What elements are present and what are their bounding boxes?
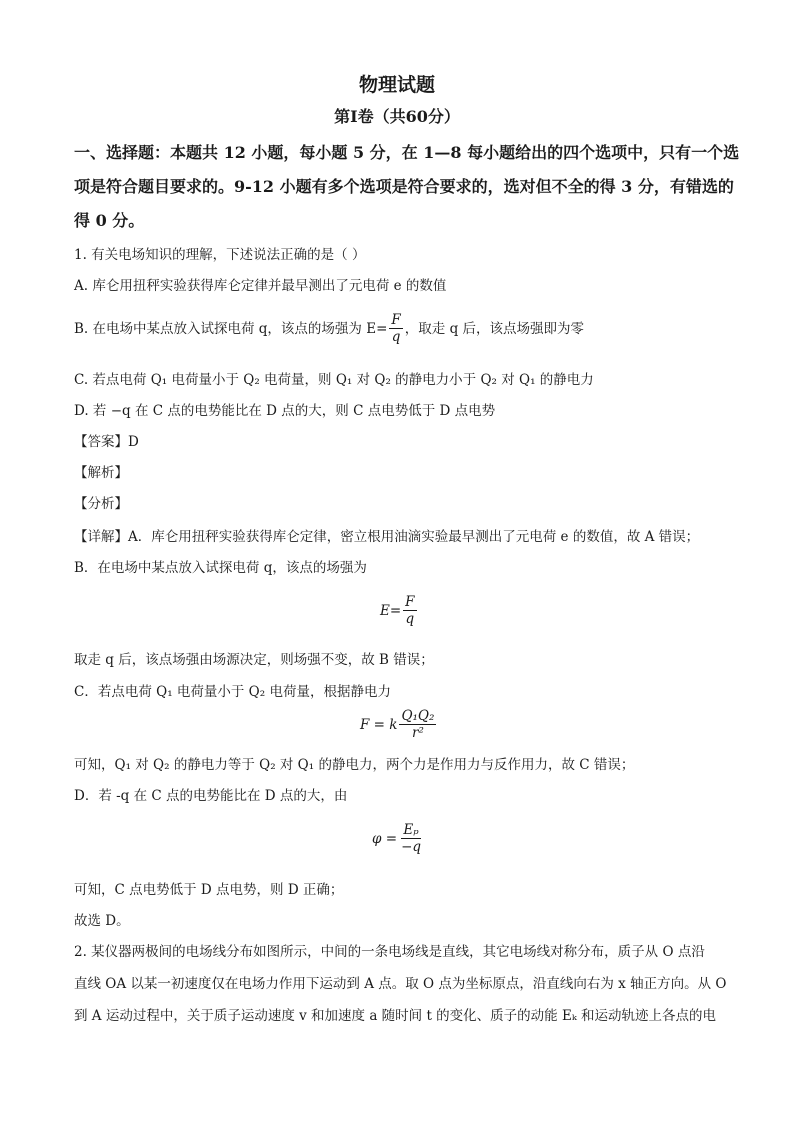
question-1-option-b (74, 312, 584, 345)
equation-coulomb (360, 708, 436, 741)
after-b: 取走 q 后，该点场强由场源决定，则场强不变，故 B 错误； (74, 652, 434, 668)
equation-potential (372, 822, 423, 855)
equation-e-f-q (380, 594, 417, 627)
equation-d-fraction (399, 822, 423, 855)
equation-d-numerator: Eₚ (403, 822, 419, 838)
question-2-line-3: 到 A 运动过程中，关于质子运动速度 v 和加速度 a 随时间 t 的变化、质子的动能 Eₖ 和运动轨迹上各点的电 (74, 1008, 717, 1024)
equation-c-lhs: F = k (360, 716, 398, 733)
detail-c: C．若点电荷 Q₁ 电荷量小于 Q₂ 电荷量，根据静电力 (74, 684, 391, 700)
equation-d-denominator: −q (401, 839, 422, 855)
conclusion: 故选 D。 (74, 913, 130, 929)
section-line-1: 一、选择题：本题共 12 小题，每小题 5 分，在 1—8 每小题给出的四个选项中，只有一个选 (74, 143, 740, 162)
detail-d: D．若 -q 在 C 点的电势能比在 D 点的大，由 (74, 788, 348, 804)
answer-label: 【答案】D (74, 434, 139, 450)
option-b-text-pre: B. 在电场中某点放入试探电荷 q，该点的场强为 E= (74, 320, 388, 337)
equation-c-fraction (399, 708, 436, 741)
page-title: 物理试题 (358, 74, 435, 96)
after-c: 可知，Q₁ 对 Q₂ 的静电力等于 Q₂ 对 Q₁ 的静电力，两个力是作用力与反作用力，故 C 错误； (74, 757, 635, 773)
after-d: 可知，C 点电势低于 D 点电势，则 D 正确； (74, 882, 344, 898)
section-line-3: 得 0 分。 (74, 211, 145, 230)
analysis-label: 【解析】 (74, 465, 128, 481)
section-instructions (74, 136, 740, 238)
equation-c-numerator: Q₁Q₂ (401, 708, 435, 724)
fenxi-label: 【分析】 (74, 496, 128, 512)
equation-c-denominator: r² (412, 725, 424, 741)
equation-d-lhs: φ = (372, 830, 398, 847)
question-2-line-1: 2. 某仪器两极间的电场线分布如图所示，中间的一条电场线是直线，其它电场线对称分布，质子从 O 点沿 (74, 944, 705, 960)
question-2-line-2: 直线 OA 以某一初速度仅在电场力作用下运动到 A 点。取 O 点为坐标原点，沿直线向右为 x 轴正方向。从 O (74, 976, 727, 992)
equation-b-denominator: q (405, 611, 415, 627)
equation-b-lhs: E= (380, 602, 402, 619)
option-b-denominator: q (391, 329, 401, 345)
question-1-option-c: C. 若点电荷 Q₁ 电荷量小于 Q₂ 电荷量，则 Q₁ 对 Q₂ 的静电力小于 Q₂ 对 Q₁ 的静电力 (74, 372, 594, 388)
detail-a: 【详解】A．库仑用扭秤实验获得库仑定律，密立根用油滴实验最早测出了元电荷 e 的数值，故 A 错误； (74, 529, 700, 545)
question-1-option-d: D. 若 −q 在 C 点的电势能比在 D 点的大，则 C 点电势低于 D 点电势 (74, 403, 496, 419)
question-1-stem: 1. 有关电场知识的理解，下述说法正确的是（ ） (74, 247, 366, 263)
equation-b-numerator: F (405, 594, 415, 610)
detail-b: B．在电场中某点放入试探电荷 q，该点的场强为 (74, 560, 367, 576)
option-b-fraction (389, 312, 402, 345)
section-line-2: 项是符合题目要求的。9-12 小题有多个选项是符合要求的，选对但不全的得 3 分，有错选的 (74, 177, 734, 196)
page-subtitle: 第Ⅰ卷（共60分） (334, 107, 460, 126)
option-b-numerator: F (391, 312, 401, 328)
option-b-text-post: ，取走 q 后，该点场强即为零 (404, 320, 585, 337)
equation-b-fraction (403, 594, 416, 627)
question-1-option-a: A. 库仑用扭秤实验获得库仑定律并最早测出了元电荷 e 的数值 (74, 278, 447, 294)
